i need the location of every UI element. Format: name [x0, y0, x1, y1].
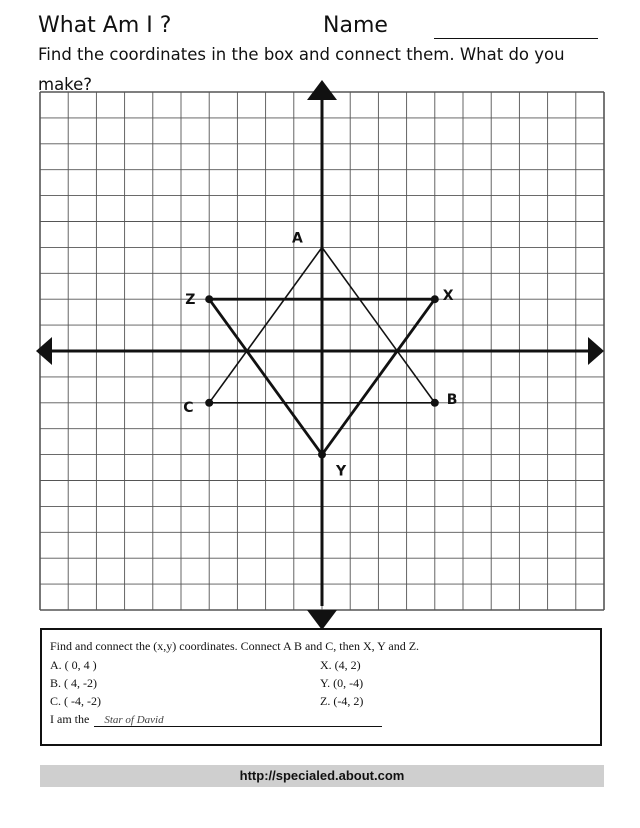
footer-bar [40, 765, 604, 787]
point-c-dot [205, 399, 213, 407]
point-z-label: Z [185, 292, 196, 309]
x-axis-right-arrow [588, 337, 604, 365]
x-axis-left-arrow [36, 337, 52, 365]
coord-y: Y. (0, -4) [320, 676, 364, 690]
point-c-label: C [183, 399, 194, 416]
answer-row [50, 712, 382, 727]
y-axis-bottom-arrow [307, 610, 337, 630]
name-label: Name [323, 13, 388, 38]
point-a-label: A [292, 230, 303, 247]
answer-field[interactable] [94, 713, 382, 727]
coord-a: A. ( 0, 4 ) [50, 658, 97, 672]
coord-c: C. ( -4, -2) [50, 694, 101, 708]
answer-label: I am the [50, 712, 90, 726]
coord-b: B. ( 4, -2) [50, 676, 97, 690]
answer-box [40, 628, 602, 746]
box-prompt: Find and connect the (x,y) coordinates. Connect A B and C, then X, Y and Z. [50, 639, 420, 653]
coord-x: X. (4, 2) [320, 658, 361, 672]
axes [36, 80, 604, 630]
point-y-label: Y [336, 463, 347, 480]
instructions: Find the coordinates in the box and connect them. What do you make? [38, 45, 565, 94]
footer-url: http://specialed.about.com [239, 768, 405, 783]
y-axis-top-arrow [307, 80, 337, 100]
point-markers [183, 230, 457, 479]
point-b-dot [431, 399, 439, 407]
point-b-label: B [446, 391, 458, 408]
point-x-dot [431, 295, 439, 303]
coord-z: Z. (-4, 2) [320, 694, 364, 708]
answer-text: Star of David [104, 714, 164, 726]
worksheet-title: What Am I ? [38, 13, 172, 38]
point-y-dot [318, 451, 326, 459]
point-z-dot [205, 295, 213, 303]
point-x-label: X [442, 288, 454, 305]
